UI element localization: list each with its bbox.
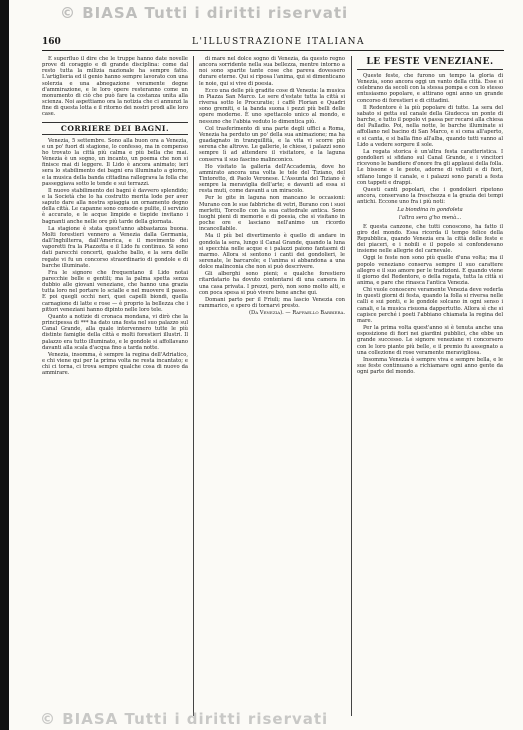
paragraph: Per le gite in laguna non mancano le occasioni: Murano con le sue fabbriche di vetri, Burano con i suoi merletti, Torcello con la sua cattedrale antica. Sono luoghi pieni di memorie e di poesia, che si visitano in poche ore e lasciano nell'animo un ricordo incancellabile. [199,195,345,233]
paragraph: di mare nel dolce sogno di Venezia, da questo regno ancora sorridente nella sua bellezza, mentre intorno a noi sono sparite tante cose che pareva dovessero durare eterne. Qui si riposa l'anima, qui si dimenticano le noie, qui si vive di poesia. [199,56,345,87]
paragraph: Oggi le feste non sono più quelle d'una volta; ma il popolo veneziano conserva sempre il suo carattere allegro e il suo amore per le tradizioni. E quando viene il giorno del Redentore, o della regata, tutta la città si anima, e pare che rinasca l'antica Venezia. [357,255,503,286]
paragraph: Ecco una delle più gradite cose di Venezia: la musica in Piazza San Marco. Le sere d'estate tutta la città si riversa sotto le Procuratie; i caffè Florian e Quadri sono gremiti, e la banda suona i pezzi più belli delle opere moderne. È uno spettacolo unico al mondo, e nessuno che l'abbia veduto lo dimentica più. [199,87,345,125]
column-rule [193,56,194,716]
paragraph: Insomma Venezia è sempre viva e sempre bella, e le sue feste continuano a richiamare ogni anno gente da ogni parte del mondo. [357,356,503,376]
paragraph: E superfluo il dire che le truppe hanno date novelle prove di coraggio e di grande disciplina: come dal resto tutta la milizia nazionale ha sempre fatto. L'artiglieria ed il genio hanno sempre lavorato con una solerzia e una abnegazione veramente degne d'ammirazione, e le loro opere resteranno come un monumento di ciò che può fare la costanza unita alla scienza. Noi aspettiamo ora la notizia che ci annunzi la fine di questa lotta e il ritorno dei nostri prodi alle loro case. [42,56,188,118]
paragraph: Il nuovo stabilimento dei bagni è davvero splendido; e la Società che lo ha costrutto merita lode per aver saputo dare alla nostra spiaggia un ornamento degno della città. Le capanne sono comode e pulite, il servizio è accurato, e le acque limpide e tiepide invitano i bagnanti anche nelle ore più tarde della giornata. [42,187,188,225]
paragraph: La stagione è stata quest'anno abbastanza buona. Molti forestieri vennero a Venezia dalla Germania, dall'Inghilterra, dall'America, e il movimento dei vaporetti fra la Piazzetta e il Lido fu continuo. Si sono dati parecchi concerti, qualche ballo, e la sera delle regate vi fu un concorso straordinario di gondole e di barche illuminate. [42,225,188,269]
paragraph: Venezia, 5 settembre. Sono alla buon ora a Venezia, e un po' fuori di stagione, lo confesso, ma in compenso ho trovato la città più calma e più bella che mai. Venezia è un sogno, un incanto, un poema che non si finisce mai di leggere. Il Lido è ancora animato; ieri sera lo stabilimento dei bagni era illuminato a giorno, e la musica della banda cittadina rallegrava la folla che passeggiava sotto le tende e sui terrazzi. [42,137,188,187]
scan-edge [0,0,9,730]
column-2 [199,56,345,716]
column-rule [351,56,352,716]
paragraph: Fra le signore che frequentano il Lido notai parecchie belle e gentili; ma la palma spetta senza dubbio alle giovani veneziane, che hanno una grazia tutta loro nel portare lo scialle e nel muovere il passo. E poi quegli occhi neri, quei capelli biondi, quella carnagione di latte e rose — è proprio la bellezza che i pittori veneziani hanno dipinto nelle loro tele. [42,269,188,313]
column-1 [42,56,188,716]
page-header [42,36,504,51]
page-number: 160 [42,37,61,47]
paragraph: Col trasferimento di una parte degli uffici a Roma, Venezia ha perduto un po' della sua animazione; ma ha guadagnato in tranquillità, e la vita vi scorre più serena che altrove. Le gallerie, le chiese, i palazzi sono sempre lì ad attendere il visitatore, e la laguna conserva il suo fascino malinconico. [199,125,345,163]
verse-line: l'altra sera g'ho menà... [398,215,462,222]
paragraph: Queste feste, che furono un tempo la gloria di Venezia, sono ancora oggi un vanto della città. Esse si celebrano da secoli con la stessa pompa e con lo stesso entusiasmo popolare, e attirano ogni anno un grande concorso di forestieri e di cittadini. [357,73,503,104]
running-title: L'ILLUSTRAZIONE ITALIANA [192,37,365,47]
paragraph: Ho visitato la galleria dell'Accademia, dove ho ammirato ancora una volta le tele del Tiziano, del Tintoretto, di Paolo Veronese. L'Assunta del Tiziano è sempre la meraviglia dell'arte; e davanti ad essa si resta muti, come davanti a un miracolo. [199,163,345,195]
watermark-bottom: © BIASA Tutti i diritti riservati [40,710,329,728]
paragraph: Il Redentore è la più popolare di tutte. La sera del sabato si getta sul canale della Giudecca un ponte di barche, e tutto il popolo vi passa per recarsi alla chiesa del Palladio. Poi, nella notte, le barche illuminate si affollano nel bacino di San Marco, e si cena all'aperto, e si canta, e si balla fino all'alba, quando tutti vanno al Lido a vedere sorgere il sole. [357,104,503,148]
section-title-corriere: CORRIERE DEI BAGNI. [42,122,188,135]
section-title-feste: LE FESTE VENEZIANE. [357,56,503,70]
paragraph: E questa canzone, che tutti conoscono, ha fatto il giro del mondo. Essa ricorda il tempo felice della Repubblica, quando Venezia era la città delle feste e dei piaceri, e i nobili e il popolo si confondevano insieme nelle allegrie del carnevale. [357,223,503,255]
paragraph: Quanto a notizie di cronaca mondana, vi dirò che la principessa di *** ha dato una festa nel suo palazzo sul Canal Grande, alla quale intervennero tutte le più distinte famiglie della città e molti forestieri illustri. Il palazzo era tutto illuminato, e le gondole si affollavano davanti alla scala d'acqua fino a tarda notte. [42,313,188,351]
paragraph: Domani parto per il Friuli; ma lascio Venezia con rammarico, e spero di tornarvi presto. [199,296,345,310]
column-3 [357,56,503,716]
paragraph: Ma il più bel divertimento è quello di andare in gondola la sera, lungo il Canal Grande, quando la luna si specchia nelle acque e i palazzi paiono fantasmi di marmo. Allora si sentono i canti dei gondolieri, le serenate, le barcarole; e l'anima si abbandona a una dolce malinconia che non si può descrivere. [199,233,345,271]
verse-line: La biondina in gondoleta [397,207,463,214]
watermark-top: © BIASA Tutti i diritti riservati [60,4,349,22]
paragraph: La regata storica è un'altra festa caratteristica. I gondolieri si sfidano sul Canal Grande, e i vincitori ricevono le bandiere d'onore fra gli applausi della folla. Le bissone e le peote, adorne di velluti e di fiori, sfilano lungo il canale, e i palazzi sono parati a festa con tappeti e drappi. [357,148,503,186]
paragraph: Chi vuole conoscere veramente Venezia deve vederla in questi giorni di festa, quando la folla si riversa nelle calli e sui ponti, e le gondole solcano in ogni senso i canali, e la musica risuona dappertutto. Allora sì che si capisce perché i poeti l'abbiano chiamata la regina del mare. [357,287,503,324]
article-signature: (Da Venezia). — Raffaello Barbiera. [249,310,345,317]
paragraph: Questi canti popolari, che i gondolieri ripetono ancora, conservano la freschezza e la grazia dei tempi antichi. Eccone uno fra i più noti: [357,186,503,206]
paragraph: Gli alberghi sono pieni; e qualche forestiero ritardatario ha dovuto contentarsi di una camera in una casa privata. I prezzi, però, non sono molto alti, e con poca spesa si può vivere bene anche qui. [199,271,345,296]
paragraph: Per la prima volta quest'anno si è tenuta anche una esposizione di fiori nei giardini pubblici, che ebbe un grande successo. Le signore veneziane vi concorsero con le loro piante più belle, e il premio fu assegnato a una collezione di rose veramente meravigliosa. [357,325,503,356]
paragraph: Venezia, insomma, è sempre la regina dell'Adriatico, e chi viene qui per la prima volta ne resta incantato; e chi ci torna, ci trova sempre qualche cosa di nuovo da ammirare. [42,351,188,377]
